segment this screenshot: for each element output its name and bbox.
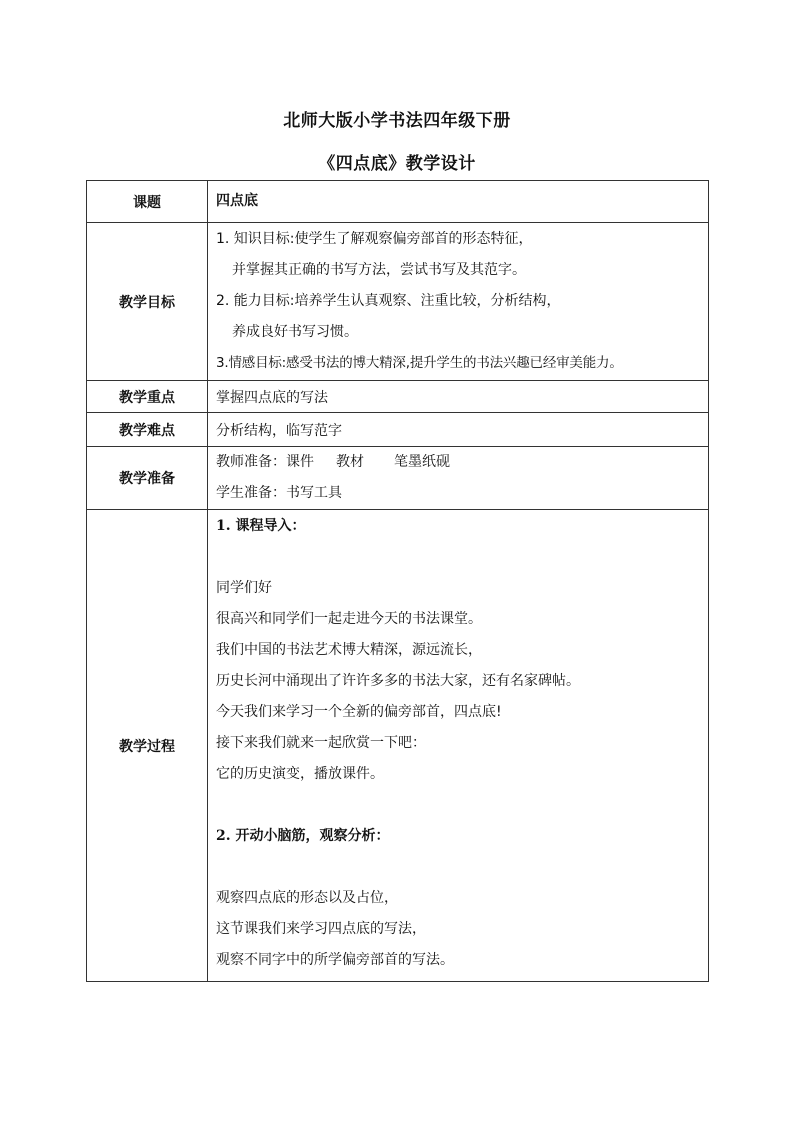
process-line: 今天我们来学习一个全新的偏旁部首，四点底!	[216, 704, 502, 720]
table-row-key-point	[87, 381, 709, 413]
teacher-preparation-item: 教材	[336, 454, 364, 470]
section-heading: 1. 课程导入：	[216, 518, 306, 534]
teacher-preparation-prefix: 教师准备：课件	[216, 454, 314, 470]
document-subtitle: 《四点底》教学设计	[318, 154, 476, 174]
process-line: 观察四点底的形态以及占位，	[216, 890, 398, 906]
goals-content	[208, 223, 709, 381]
table-row-process	[87, 510, 709, 982]
difficulty-value: 分析结构，临写范字	[208, 413, 709, 447]
topic-text: 四点底	[216, 193, 258, 209]
table-row-goals	[87, 223, 709, 381]
table-row-preparation	[87, 447, 709, 510]
goal-line: 3.情感目标:感受书法的博大精深,提升学生的书法兴趣已经审美能力。	[216, 355, 623, 371]
process-line: 接下来我们就来一起欣赏一下吧：	[216, 735, 426, 751]
teacher-preparation	[216, 447, 704, 478]
process-line: 很高兴和同学们一起走进今天的书法课堂。	[216, 611, 482, 627]
preparation-label: 教学准备	[87, 447, 208, 510]
key-point-label: 教学重点	[87, 381, 208, 413]
process-content	[208, 510, 709, 982]
teacher-preparation-item: 笔墨纸砚	[394, 454, 450, 470]
goal-line: 养成良好书写习惯。	[232, 324, 358, 340]
process-line: 观察不同字中的所学偏旁部首的写法。	[216, 952, 454, 968]
difficulty-label: 教学难点	[87, 413, 208, 447]
goals-label: 教学目标	[87, 223, 208, 381]
section-heading: 2. 开动小脑筋，观察分析：	[216, 828, 390, 844]
goal-line: 1. 知识目标:使学生了解观察偏旁部首的形态特征，	[216, 231, 533, 247]
process-label: 教学过程	[87, 510, 208, 982]
table-row-topic	[87, 181, 709, 223]
topic-label: 课题	[87, 181, 208, 223]
process-line: 我们中国的书法艺术博大精深，源远流长，	[216, 642, 482, 658]
key-point-value: 掌握四点底的写法	[208, 381, 709, 413]
document-title: 北师大版小学书法四年级下册	[283, 111, 511, 131]
process-line: 同学们好	[216, 580, 272, 596]
process-line: 这节课我们来学习四点底的写法，	[216, 921, 426, 937]
topic-value	[208, 181, 709, 223]
table-row-difficulty	[87, 413, 709, 447]
lesson-plan-table	[86, 180, 709, 982]
preparation-content	[208, 447, 709, 510]
goal-line: 2. 能力目标:培养学生认真观察、注重比较，分析结构，	[216, 293, 561, 309]
process-line: 它的历史演变，播放课件。	[216, 766, 384, 782]
process-line: 历史长河中涌现出了许许多多的书法大家，还有名家碑帖。	[216, 673, 580, 689]
goal-line: 并掌握其正确的书写方法，尝试书写及其范字。	[232, 262, 526, 278]
student-preparation: 学生准备：书写工具	[216, 485, 342, 501]
